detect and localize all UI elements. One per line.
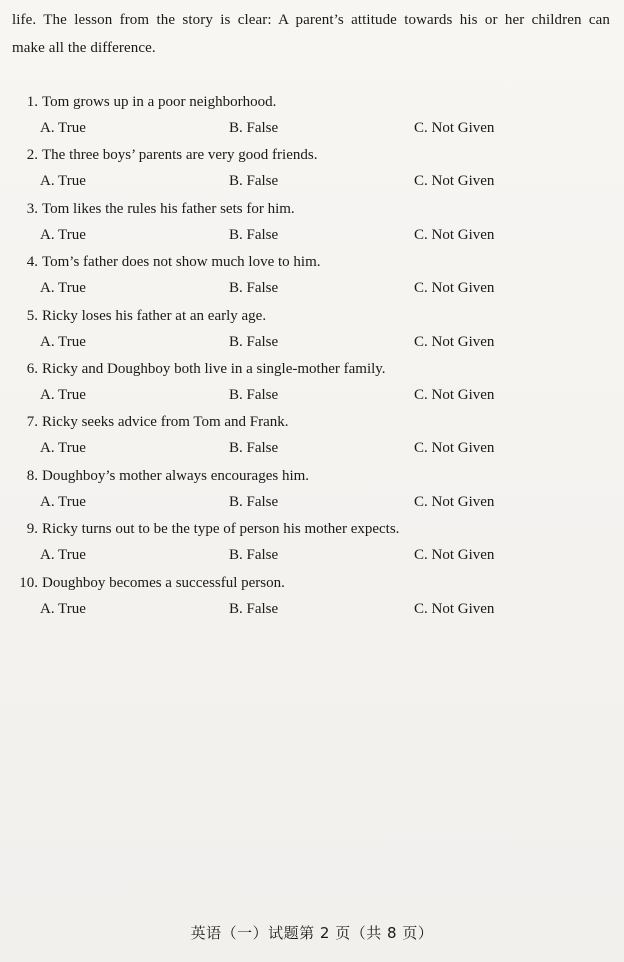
question-text: Ricky turns out to be the type of person his mother expects.: [42, 521, 400, 538]
option-b[interactable]: B. False: [229, 120, 279, 136]
question-number: 3.: [26, 200, 38, 217]
option-a[interactable]: A. True: [40, 600, 86, 617]
question-number: 8.: [26, 467, 38, 484]
option-b[interactable]: B. False: [229, 440, 279, 457]
question-stem: [20, 361, 386, 378]
question-stem: [16, 575, 285, 592]
question-number: 6.: [26, 360, 38, 377]
option-b[interactable]: B. False: [229, 280, 279, 297]
question-number: 2.: [26, 147, 38, 164]
question-number: 9.: [26, 521, 38, 538]
option-a[interactable]: A. True: [40, 547, 86, 564]
option-b[interactable]: B. False: [229, 600, 279, 617]
option-a[interactable]: A. True: [40, 440, 86, 457]
question-item: [0, 145, 624, 198]
passage-ending: [12, 6, 610, 62]
option-a[interactable]: A. True: [40, 120, 86, 136]
question-item: [0, 412, 624, 465]
question-text: Doughboy becomes a successful person.: [42, 574, 285, 591]
option-b[interactable]: B. False: [229, 547, 279, 564]
question-stem: [20, 254, 321, 271]
option-c[interactable]: C. Not Given: [414, 547, 495, 564]
page-footer: 英语（一）试题第 2 页（共 8 页）: [190, 924, 434, 942]
option-b[interactable]: B. False: [229, 173, 279, 190]
option-b[interactable]: B. False: [229, 493, 279, 510]
option-a[interactable]: A. True: [40, 386, 86, 403]
option-a[interactable]: A. True: [40, 226, 86, 243]
question-number: 10.: [19, 574, 38, 591]
option-b[interactable]: B. False: [229, 333, 279, 350]
question-item: [0, 252, 624, 305]
question-text: Tom likes the rules his father sets for him.: [42, 200, 295, 217]
option-a[interactable]: A. True: [40, 493, 86, 510]
option-a[interactable]: A. True: [40, 333, 86, 350]
option-c[interactable]: C. Not Given: [414, 440, 495, 457]
option-c[interactable]: C. Not Given: [414, 600, 495, 617]
question-item: [0, 573, 624, 626]
option-c[interactable]: C. Not Given: [414, 226, 495, 243]
option-c[interactable]: C. Not Given: [414, 173, 495, 190]
question-stem: [20, 308, 266, 325]
question-text: Doughboy’s mother always encourages him.: [42, 467, 310, 484]
option-c[interactable]: C. Not Given: [414, 120, 495, 136]
option-a[interactable]: A. True: [40, 173, 86, 190]
option-a[interactable]: A. True: [40, 280, 86, 297]
question-number: 1.: [26, 94, 38, 110]
option-c[interactable]: C. Not Given: [414, 386, 495, 403]
question-item: [0, 92, 624, 145]
question-number: 4.: [26, 254, 38, 271]
option-c[interactable]: C. Not Given: [414, 493, 495, 510]
question-text: The three boys’ parents are very good friends.: [42, 147, 318, 164]
question-text: Ricky and Doughboy both live in a single-mother family.: [42, 360, 386, 377]
option-b[interactable]: B. False: [229, 386, 279, 403]
question-stem: [20, 468, 309, 485]
passage-line-1: life. The lesson from the story is clear: A parent’s attitude towards his or her children can: [12, 12, 610, 28]
question-stem: [20, 94, 276, 111]
question-item: [0, 466, 624, 519]
question-text: Ricky loses his father at an early age.: [42, 307, 267, 324]
option-c[interactable]: C. Not Given: [414, 333, 495, 350]
passage-line-2: make all the difference.: [12, 40, 156, 56]
option-b[interactable]: B. False: [229, 226, 279, 243]
question-stem: [20, 201, 295, 218]
question-item: [0, 359, 624, 412]
question-text: Ricky seeks advice from Tom and Frank.: [42, 414, 289, 431]
question-text: Tom’s father does not show much love to him.: [42, 254, 321, 271]
question-item: [0, 306, 624, 359]
question-text: Tom grows up in a poor neighborhood.: [42, 94, 277, 110]
question-stem: [20, 414, 289, 431]
option-c[interactable]: C. Not Given: [414, 280, 495, 297]
question-item: [0, 199, 624, 252]
question-item: [0, 519, 624, 572]
question-stem: [20, 147, 317, 164]
question-number: 7.: [26, 414, 38, 431]
question-list: [0, 92, 624, 626]
question-number: 5.: [26, 307, 38, 324]
question-stem: [20, 521, 399, 538]
